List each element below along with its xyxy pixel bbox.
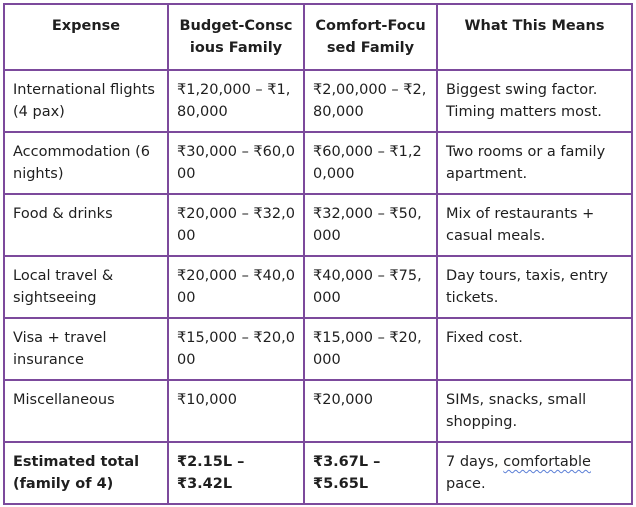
table-row: [4, 256, 632, 318]
header-budget-family: Budget-Conscious Family: [168, 4, 304, 70]
total-meaning-prefix: 7 days,: [446, 454, 504, 470]
expense-cell: International flights (4 pax): [4, 70, 168, 132]
budget-cell: ₹15,000 – ₹20,000: [168, 318, 304, 380]
meaning-cell: Two rooms or a family apartment.: [437, 132, 632, 194]
budget-cell: ₹1,20,000 – ₹1,80,000: [168, 70, 304, 132]
total-budget: ₹2.15L – ₹3.42L: [168, 442, 304, 504]
comfort-cell: ₹60,000 – ₹1,20,000: [304, 132, 437, 194]
comfort-cell: ₹15,000 – ₹20,000: [304, 318, 437, 380]
spellcheck-word[interactable]: comfortable: [503, 454, 591, 470]
expense-cell: Visa + travel insurance: [4, 318, 168, 380]
meaning-cell: Biggest swing factor. Timing matters most.: [437, 70, 632, 132]
header-what-this-means: What This Means: [437, 4, 632, 70]
total-comfort: ₹3.67L – ₹5.65L: [304, 442, 437, 504]
comfort-cell: ₹20,000: [304, 380, 437, 442]
total-label: Estimated total (family of 4): [4, 442, 168, 504]
comfort-cell: ₹40,000 – ₹75,000: [304, 256, 437, 318]
expense-cell: Accommodation (6 nights): [4, 132, 168, 194]
comfort-cell: ₹32,000 – ₹50,000: [304, 194, 437, 256]
comfort-cell: ₹2,00,000 – ₹2,80,000: [304, 70, 437, 132]
header-comfort-family: Comfort-Focused Family: [304, 4, 437, 70]
header-expense: Expense: [4, 4, 168, 70]
budget-cell: ₹20,000 – ₹40,000: [168, 256, 304, 318]
meaning-cell: Fixed cost.: [437, 318, 632, 380]
expense-table: [3, 3, 633, 505]
total-row: [4, 442, 632, 504]
expense-cell: Miscellaneous: [4, 380, 168, 442]
meaning-cell: Mix of restaurants + casual meals.: [437, 194, 632, 256]
table-row: [4, 318, 632, 380]
budget-cell: ₹10,000: [168, 380, 304, 442]
meaning-cell: Day tours, taxis, entry tickets.: [437, 256, 632, 318]
total-meaning: [437, 442, 632, 504]
table-row: [4, 70, 632, 132]
budget-cell: ₹30,000 – ₹60,000: [168, 132, 304, 194]
table-row: [4, 132, 632, 194]
meaning-cell: SIMs, snacks, small shopping.: [437, 380, 632, 442]
expense-cell: Local travel & sightseeing: [4, 256, 168, 318]
table-row: [4, 380, 632, 442]
table-header-row: [4, 4, 632, 70]
expense-cell: Food & drinks: [4, 194, 168, 256]
total-meaning-suffix: pace.: [446, 476, 486, 492]
budget-cell: ₹20,000 – ₹32,000: [168, 194, 304, 256]
table-row: [4, 194, 632, 256]
